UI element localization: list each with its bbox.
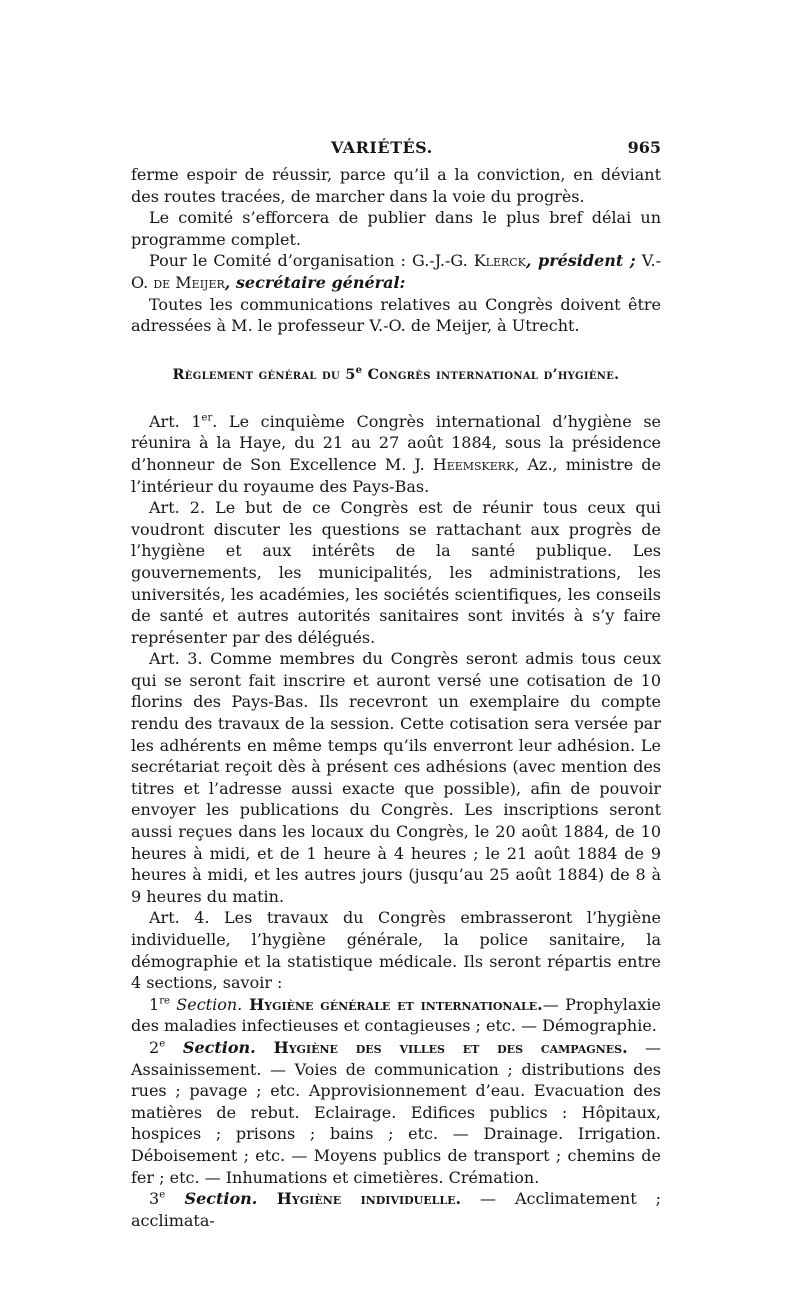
heading-part-a: Règlement général du 5 [172, 365, 356, 383]
section-2-title: Hygiène des villes et des campagnes. [255, 1037, 628, 1057]
section-3-title: Hygiène individuelle. [257, 1189, 462, 1209]
section-3-label: Section. [165, 1189, 258, 1209]
article-1-lead: Art. 1 [149, 411, 202, 431]
secretary-name: de Meijer [153, 272, 225, 292]
article-2: Art. 2. Le but de ce Congrès est de réunir tous ceux qui voudront discuter les questions se rattachant aux progrès de l’hygiène et aux intérêts de la santé publique. Les gouvernements, les municipalités, les administrations, les universités, les académies, les sociétés scientifiques, les conseils de santé et autres autorités sanitaires sont invités à s’y faire représenter par des délégués. [131, 498, 661, 647]
president-role: , président ; [525, 251, 636, 271]
heading-sup: e [355, 364, 363, 376]
intro-paragraph-4: Toutes les communications relatives au Congrès doivent être adressées à M. le professeur V.-O. de Meijer, à Utrecht. [131, 294, 661, 336]
section-2-entry [131, 1037, 661, 1188]
section-heading [131, 365, 661, 385]
president-name: Klerck [473, 251, 526, 271]
article-4: Art. 4. Les travaux du Congrès embrasseront l’hygiène individuelle, l’hygiène générale, la police sanitaire, la démographie et la statistique médicale. Ils seront répartis entre 4 sections, savoir : [131, 908, 661, 993]
section-1-entry [131, 994, 661, 1037]
article-1-sup: er [201, 412, 213, 424]
section-2-num: 2 [149, 1037, 160, 1057]
section-1-sup: re [159, 995, 170, 1007]
article-1-text-b: , Az., ministre de l’intérieur du royaume des Pays-Bas. [131, 454, 662, 496]
intro-paragraph-3 [131, 250, 661, 293]
signature-text-b: V.-O. [131, 251, 661, 292]
section-1-num: 1 [149, 994, 160, 1014]
section-3-sup: e [159, 1189, 166, 1201]
running-title: VARIÉTÉS. [331, 138, 433, 157]
document-page [131, 138, 661, 1231]
section-2-sup: e [159, 1038, 166, 1050]
section-3-text: — Acclimatement ; acclimata- [131, 1189, 662, 1230]
article-3: Art. 3. Comme membres du Congrès seront admis tous ceux qui se seront fait inscrire et auront versé une cotisation de 10 florins des Pays-Bas. Ils recevront un exemplaire du compte rendu des travaux de la session. Cette cotisation sera versée par les adhérents en même temps qu’ils enverront leur adhésion. Le secrétariat reçoit dès à présent ces adhésions (avec mention des titres et l’adresse aussi exacte que possible), afin de pouvoir envoyer les publications du Congrès. Les inscriptions seront aussi reçues dans les locaux du Congrès, le 20 août 1884, de 10 heures à midi, et de 1 heure à 4 heures ; le 21 août 1884 de 9 heures à midi, et les autres jours (jusqu’au 25 août 1884) de 8 à 9 heures du matin. [131, 649, 661, 906]
page-number: 965 [627, 138, 661, 157]
section-1-label: Section. [169, 994, 243, 1014]
article-1 [131, 411, 661, 497]
running-header [131, 138, 661, 164]
section-2-label: Section. [165, 1037, 256, 1057]
section-2-text: — Assainissement. — Voies de communication ; distributions des rues ; pavage ; etc. Approvisionnement d’eau. Evacuation des matières de rebut. Eclairage. Edifices publics : Hôpitaux, hospices ; prisons ; bains ; etc. — Drainage. Irrigation. Déboisement ; etc. — Moyens publics de transport ; chemins de fer ; etc. — Inhumations et cimetières. Crémation. [131, 1037, 661, 1187]
secretary-role: , secrétaire général: [224, 272, 406, 292]
section-3-entry [131, 1188, 661, 1231]
section-1-title: Hygiène générale et internationale. [242, 994, 543, 1014]
heading-part-b: Congrès international d’hygiène. [362, 365, 620, 383]
section-1-text: — Prophylaxie des maladies infectieuses et contagieuses ; etc. — Démographie. [131, 994, 661, 1036]
intro-paragraph-1: ferme espoir de réussir, parce qu’il a la conviction, en déviant des routes tracées, de marcher dans la voie du progrès. [131, 165, 661, 206]
section-3-num: 3 [149, 1189, 160, 1209]
intro-paragraph-2: Le comité s’efforcera de publier dans le plus bref délai un programme complet. [131, 208, 661, 249]
signature-text-a: Pour le Comité d’organisation : G.-J.-G. [149, 251, 474, 271]
minister-name: Heemskerk [432, 454, 515, 474]
article-1-text-a: . Le cinquième Congrès international d’hygiène se réunira à la Haye, du 21 au 27 août 1884, sous la présidence d’honneur de Son Excellence M. J. [131, 411, 661, 474]
